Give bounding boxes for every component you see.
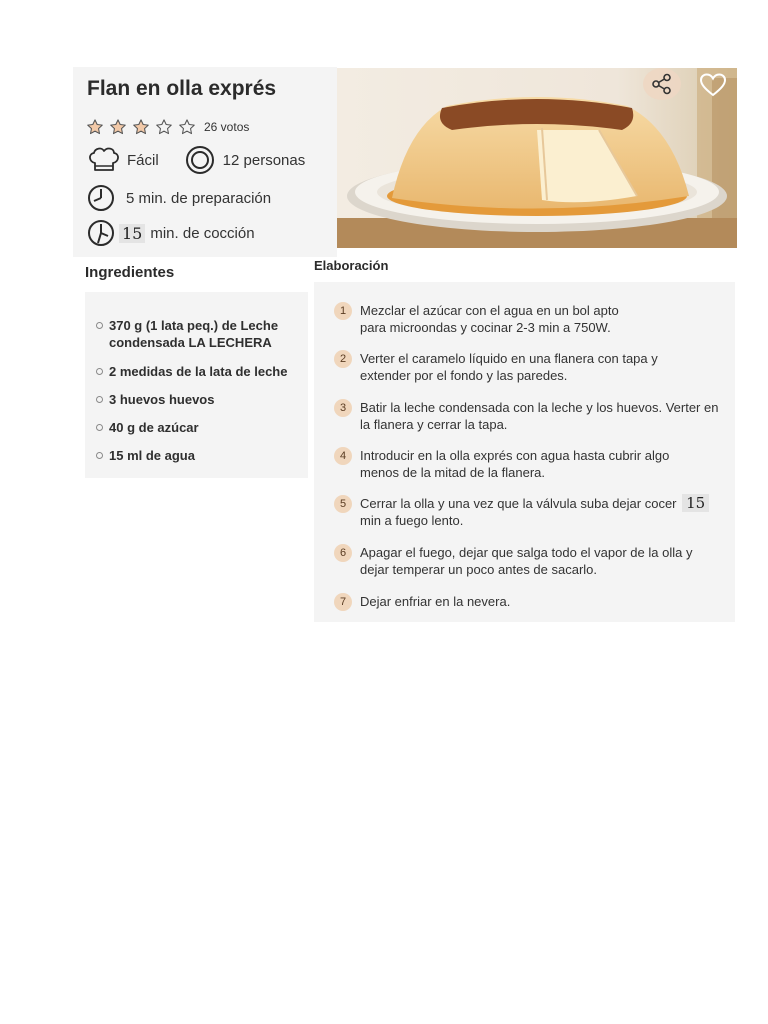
difficulty-servings-row	[87, 145, 305, 175]
elaboration-panel	[314, 282, 735, 622]
cook-time-value: 15	[119, 224, 145, 243]
recipe-photo	[337, 68, 737, 248]
prep-time-row	[87, 184, 271, 212]
step-number: 3	[334, 399, 352, 417]
ingredients-panel	[85, 292, 308, 478]
list-item	[96, 317, 301, 351]
star-icon[interactable]	[155, 118, 173, 136]
plate-icon	[185, 145, 215, 175]
step-text	[360, 495, 729, 529]
step-text-before: Cerrar la olla y una vez que la válvula suba dejar cocer	[360, 496, 677, 511]
step-number: 6	[334, 544, 352, 562]
cook-time-value: 15	[682, 494, 709, 512]
ingredient-text: 370 g (1 lata peq.) de Leche condensada LA LECHERA	[109, 318, 279, 350]
step-7	[334, 593, 729, 611]
step-5	[334, 495, 729, 529]
recipe-title: Flan en olla exprés	[87, 77, 277, 100]
step-number: 2	[334, 350, 352, 368]
bullet-icon	[96, 452, 103, 459]
cook-time-label: min. de cocción	[150, 224, 255, 242]
step-3	[334, 399, 729, 433]
step-text: Verter el caramelo líquido en una flanera con tapa y extender por el fondo y las paredes.	[360, 351, 658, 383]
ingredient-text: 3 huevos huevos	[109, 392, 215, 407]
elaboration-title: Elaboración	[314, 258, 389, 273]
servings-label: 12 personas	[222, 151, 306, 169]
step-6	[334, 544, 729, 578]
ingredient-text: 40 g de azúcar	[109, 420, 199, 435]
clock-icon	[87, 219, 115, 247]
step-text: Apagar el fuego, dejar que salga todo el vapor de la olla y dejar temperar un poco antes de sacarlo.	[360, 545, 693, 577]
bullet-icon	[96, 396, 103, 403]
step-text-after: min a fuego lento.	[360, 513, 464, 528]
star-icon[interactable]	[178, 118, 196, 136]
step-number: 5	[334, 495, 352, 513]
ingredients-list	[96, 317, 301, 475]
step-4	[334, 447, 729, 481]
servings	[185, 145, 306, 175]
heart-icon	[700, 73, 726, 97]
recipe-info-card	[73, 67, 337, 257]
clock-icon	[87, 184, 115, 212]
step-text: Dejar enfriar en la nevera.	[360, 594, 511, 609]
share-button[interactable]	[643, 68, 681, 100]
step-number: 7	[334, 593, 352, 611]
bullet-icon	[96, 368, 103, 375]
favorite-button[interactable]	[699, 71, 727, 99]
star-icon[interactable]	[109, 118, 127, 136]
ingredient-text: 15 ml de agua	[109, 448, 195, 463]
votes-count: 26 votos	[204, 120, 250, 134]
list-item	[96, 447, 301, 464]
list-item	[96, 363, 301, 380]
step-2	[334, 350, 729, 384]
ingredients-title: Ingredientes	[85, 264, 175, 281]
bullet-icon	[96, 322, 103, 329]
prep-time-label: 5 min. de preparación	[126, 189, 272, 207]
rating-stars[interactable]	[86, 118, 249, 136]
star-icon[interactable]	[86, 118, 104, 136]
bullet-icon	[96, 424, 103, 431]
step-text: Batir la leche condensada con la leche y los huevos. Verter en la flanera y cerrar la tapa.	[360, 400, 719, 432]
cook-time-row	[87, 219, 255, 247]
step-number: 1	[334, 302, 352, 320]
ingredient-text: 2 medidas de la lata de leche	[109, 364, 288, 379]
step-number: 4	[334, 447, 352, 465]
step-text: Mezclar el azúcar con el agua en un bol apto para microondas y cocinar 2-3 min a 750W.	[360, 303, 619, 335]
list-item	[96, 391, 301, 408]
list-item	[96, 419, 301, 436]
flan-photo	[337, 68, 737, 248]
step-text: Introducir en la olla exprés con agua hasta cubrir algo menos de la mitad de la flanera.	[360, 448, 670, 480]
step-1	[334, 302, 729, 336]
star-icon[interactable]	[132, 118, 150, 136]
chef-hat-icon	[87, 147, 121, 173]
difficulty-label: Fácil	[127, 151, 159, 169]
share-icon	[651, 73, 673, 95]
